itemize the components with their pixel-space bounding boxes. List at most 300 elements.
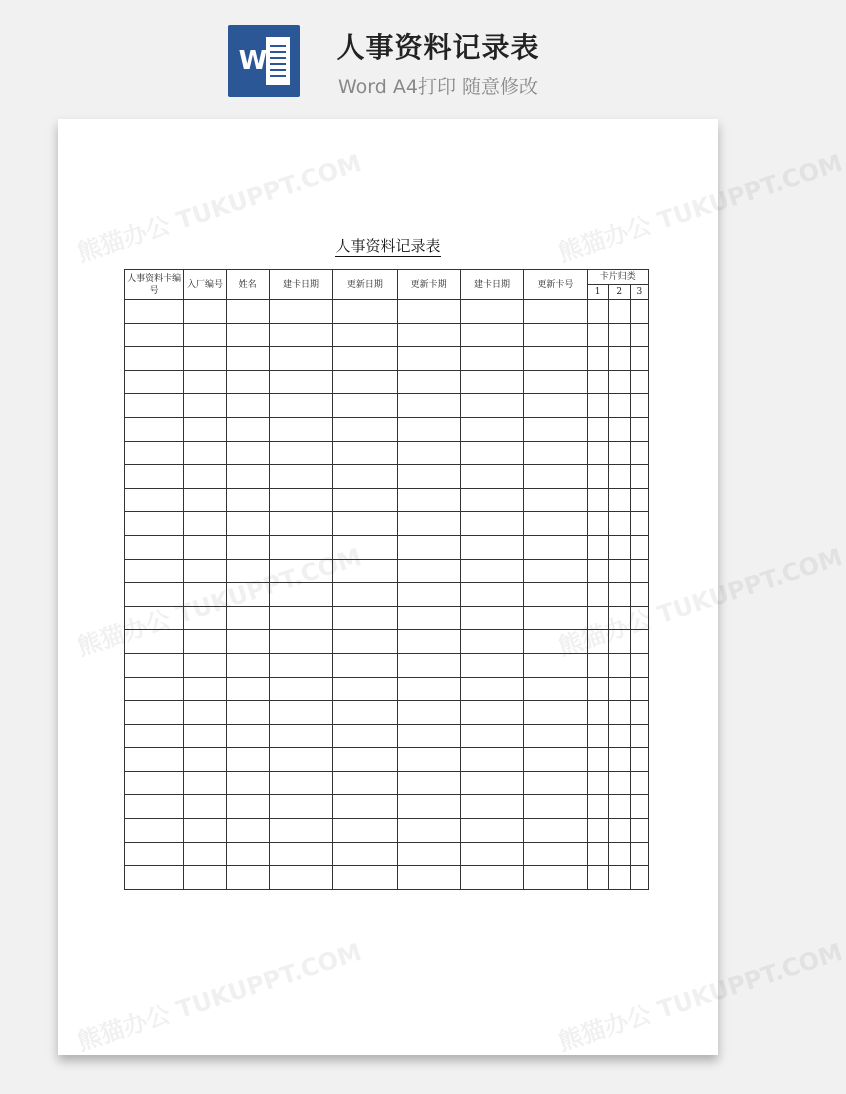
table-cell[interactable] xyxy=(125,465,184,489)
table-cell[interactable] xyxy=(608,866,630,890)
table-cell[interactable] xyxy=(333,370,397,394)
table-cell[interactable] xyxy=(460,394,523,418)
table-cell[interactable] xyxy=(608,559,630,583)
table-cell[interactable] xyxy=(587,465,608,489)
table-cell[interactable] xyxy=(524,300,587,324)
table-cell[interactable] xyxy=(226,630,269,654)
table-cell[interactable] xyxy=(333,653,397,677)
table-cell[interactable] xyxy=(125,535,184,559)
table-cell[interactable] xyxy=(630,394,648,418)
table-cell[interactable] xyxy=(608,370,630,394)
table-cell[interactable] xyxy=(460,724,523,748)
table-cell[interactable] xyxy=(333,748,397,772)
table-cell[interactable] xyxy=(608,724,630,748)
table-cell[interactable] xyxy=(184,559,226,583)
table-cell[interactable] xyxy=(630,630,648,654)
table-cell[interactable] xyxy=(125,417,184,441)
table-cell[interactable] xyxy=(269,323,332,347)
table-cell[interactable] xyxy=(125,701,184,725)
table-cell[interactable] xyxy=(630,535,648,559)
column-header: 建卡日期 xyxy=(269,270,332,300)
document-title-text: 人事资料记录表 xyxy=(335,237,441,255)
watermark: 熊猫办公 TUKUPPT.COM xyxy=(73,937,365,1057)
table-cell[interactable] xyxy=(630,866,648,890)
table-cell[interactable] xyxy=(587,819,608,843)
table-cell[interactable] xyxy=(460,300,523,324)
table-cell[interactable] xyxy=(587,323,608,347)
table-cell[interactable] xyxy=(608,323,630,347)
table-cell[interactable] xyxy=(226,465,269,489)
table-cell[interactable] xyxy=(630,488,648,512)
table-cell[interactable] xyxy=(608,677,630,701)
table-cell[interactable] xyxy=(460,653,523,677)
table-cell[interactable] xyxy=(226,701,269,725)
table-cell[interactable] xyxy=(587,748,608,772)
column-header: 更新卡期 xyxy=(397,270,460,300)
template-title: 人事资料记录表 xyxy=(336,31,540,64)
table-cell[interactable] xyxy=(333,417,397,441)
table-cell[interactable] xyxy=(460,323,523,347)
table-cell[interactable] xyxy=(608,630,630,654)
table-cell[interactable] xyxy=(587,347,608,371)
table-cell[interactable] xyxy=(608,653,630,677)
table-cell[interactable] xyxy=(460,512,523,536)
table-cell[interactable] xyxy=(226,606,269,630)
table-cell[interactable] xyxy=(269,866,332,890)
table-cell[interactable] xyxy=(269,606,332,630)
table-cell[interactable] xyxy=(524,512,587,536)
table-cell[interactable] xyxy=(524,323,587,347)
table-cell[interactable] xyxy=(630,677,648,701)
table-cell[interactable] xyxy=(460,347,523,371)
table-row xyxy=(125,653,649,677)
table-cell[interactable] xyxy=(587,535,608,559)
table-cell[interactable] xyxy=(608,488,630,512)
table-cell[interactable] xyxy=(226,795,269,819)
table-cell[interactable] xyxy=(397,630,460,654)
table-cell[interactable] xyxy=(587,771,608,795)
table-cell[interactable] xyxy=(460,606,523,630)
table-cell[interactable] xyxy=(269,417,332,441)
table-cell[interactable] xyxy=(397,465,460,489)
table-cell[interactable] xyxy=(397,606,460,630)
table-cell[interactable] xyxy=(587,488,608,512)
table-cell[interactable] xyxy=(269,300,332,324)
table-cell[interactable] xyxy=(630,819,648,843)
table-cell[interactable] xyxy=(460,701,523,725)
table-cell[interactable] xyxy=(587,653,608,677)
table-cell[interactable] xyxy=(333,300,397,324)
table-cell[interactable] xyxy=(333,771,397,795)
table-cell[interactable] xyxy=(524,653,587,677)
table-cell[interactable] xyxy=(333,866,397,890)
column-header: 建卡日期 xyxy=(460,270,523,300)
table-cell[interactable] xyxy=(460,630,523,654)
table-cell[interactable] xyxy=(269,630,332,654)
table-cell[interactable] xyxy=(460,488,523,512)
table-cell[interactable] xyxy=(460,677,523,701)
table-cell[interactable] xyxy=(184,441,226,465)
table-cell[interactable] xyxy=(630,842,648,866)
table-cell[interactable] xyxy=(608,748,630,772)
table-cell[interactable] xyxy=(587,677,608,701)
table-cell[interactable] xyxy=(226,842,269,866)
table-cell[interactable] xyxy=(608,465,630,489)
table-row xyxy=(125,606,649,630)
table-cell[interactable] xyxy=(397,347,460,371)
table-cell[interactable] xyxy=(630,417,648,441)
table-cell[interactable] xyxy=(125,370,184,394)
table-cell[interactable] xyxy=(397,795,460,819)
table-cell[interactable] xyxy=(269,347,332,371)
table-cell[interactable] xyxy=(460,559,523,583)
table-cell[interactable] xyxy=(524,417,587,441)
table-cell[interactable] xyxy=(333,441,397,465)
table-cell[interactable] xyxy=(608,300,630,324)
table-row xyxy=(125,370,649,394)
table-cell[interactable] xyxy=(269,394,332,418)
table-cell[interactable] xyxy=(184,394,226,418)
table-cell[interactable] xyxy=(397,512,460,536)
table-cell[interactable] xyxy=(460,370,523,394)
table-cell[interactable] xyxy=(226,583,269,607)
table-cell[interactable] xyxy=(397,417,460,441)
table-cell[interactable] xyxy=(269,465,332,489)
table-cell[interactable] xyxy=(608,842,630,866)
table-cell[interactable] xyxy=(524,583,587,607)
table-cell[interactable] xyxy=(184,819,226,843)
table-row xyxy=(125,630,649,654)
table-cell[interactable] xyxy=(184,465,226,489)
table-cell[interactable] xyxy=(630,347,648,371)
table-cell[interactable] xyxy=(397,842,460,866)
table-cell[interactable] xyxy=(460,866,523,890)
table-cell[interactable] xyxy=(269,677,332,701)
table-cell[interactable] xyxy=(587,583,608,607)
table-cell[interactable] xyxy=(524,866,587,890)
table-cell[interactable] xyxy=(184,653,226,677)
table-cell[interactable] xyxy=(184,866,226,890)
table-cell[interactable] xyxy=(333,677,397,701)
table-cell[interactable] xyxy=(269,488,332,512)
table-cell[interactable] xyxy=(269,583,332,607)
table-cell[interactable] xyxy=(226,535,269,559)
table-cell[interactable] xyxy=(226,417,269,441)
table-cell[interactable] xyxy=(269,748,332,772)
table-cell[interactable] xyxy=(460,842,523,866)
table-cell[interactable] xyxy=(460,417,523,441)
table-cell[interactable] xyxy=(524,559,587,583)
table-cell[interactable] xyxy=(630,795,648,819)
table-cell[interactable] xyxy=(397,394,460,418)
table-cell[interactable] xyxy=(125,512,184,536)
table-cell[interactable] xyxy=(524,842,587,866)
table-cell[interactable] xyxy=(226,512,269,536)
table-cell[interactable] xyxy=(397,701,460,725)
table-cell[interactable] xyxy=(397,866,460,890)
table-cell[interactable] xyxy=(269,559,332,583)
table-cell[interactable] xyxy=(226,559,269,583)
table-cell[interactable] xyxy=(269,795,332,819)
table-cell[interactable] xyxy=(524,748,587,772)
table-cell[interactable] xyxy=(184,488,226,512)
table-row xyxy=(125,748,649,772)
table-cell[interactable] xyxy=(608,795,630,819)
table-cell[interactable] xyxy=(397,323,460,347)
table-cell[interactable] xyxy=(587,842,608,866)
table-cell[interactable] xyxy=(125,300,184,324)
table-cell[interactable] xyxy=(587,701,608,725)
table-cell[interactable] xyxy=(184,842,226,866)
table-cell[interactable] xyxy=(333,488,397,512)
table-cell[interactable] xyxy=(397,300,460,324)
table-row xyxy=(125,866,649,890)
table-cell[interactable] xyxy=(524,630,587,654)
table-cell[interactable] xyxy=(269,653,332,677)
table-cell[interactable] xyxy=(125,795,184,819)
table-cell[interactable] xyxy=(333,795,397,819)
table-cell[interactable] xyxy=(608,583,630,607)
table-cell[interactable] xyxy=(269,771,332,795)
records-table-body xyxy=(125,300,649,890)
table-cell[interactable] xyxy=(226,819,269,843)
table-cell[interactable] xyxy=(630,370,648,394)
table-cell[interactable] xyxy=(125,394,184,418)
table-cell[interactable] xyxy=(608,394,630,418)
table-cell[interactable] xyxy=(226,488,269,512)
table-cell[interactable] xyxy=(524,370,587,394)
table-cell[interactable] xyxy=(184,417,226,441)
table-cell[interactable] xyxy=(226,347,269,371)
table-cell[interactable] xyxy=(587,300,608,324)
table-cell[interactable] xyxy=(184,535,226,559)
table-cell[interactable] xyxy=(630,559,648,583)
table-cell[interactable] xyxy=(608,819,630,843)
table-cell[interactable] xyxy=(608,535,630,559)
table-cell[interactable] xyxy=(333,630,397,654)
table-cell[interactable] xyxy=(125,347,184,371)
table-cell[interactable] xyxy=(460,535,523,559)
table-cell[interactable] xyxy=(630,300,648,324)
table-cell[interactable] xyxy=(333,583,397,607)
table-cell[interactable] xyxy=(630,724,648,748)
table-cell[interactable] xyxy=(397,441,460,465)
table-cell[interactable] xyxy=(608,441,630,465)
table-cell[interactable] xyxy=(184,748,226,772)
table-cell[interactable] xyxy=(333,559,397,583)
table-cell[interactable] xyxy=(397,724,460,748)
table-cell[interactable] xyxy=(608,512,630,536)
table-cell[interactable] xyxy=(397,677,460,701)
table-cell[interactable] xyxy=(184,583,226,607)
table-cell[interactable] xyxy=(608,771,630,795)
table-cell[interactable] xyxy=(630,771,648,795)
table-cell[interactable] xyxy=(125,677,184,701)
table-row xyxy=(125,512,649,536)
table-cell[interactable] xyxy=(524,535,587,559)
table-cell[interactable] xyxy=(269,819,332,843)
table-cell[interactable] xyxy=(269,701,332,725)
table-cell[interactable] xyxy=(125,748,184,772)
table-cell[interactable] xyxy=(460,819,523,843)
table-cell[interactable] xyxy=(184,370,226,394)
table-cell[interactable] xyxy=(125,559,184,583)
table-cell[interactable] xyxy=(460,771,523,795)
table-cell[interactable] xyxy=(226,866,269,890)
table-cell[interactable] xyxy=(587,370,608,394)
table-cell[interactable] xyxy=(524,819,587,843)
table-cell[interactable] xyxy=(630,583,648,607)
table-cell[interactable] xyxy=(460,441,523,465)
table-cell[interactable] xyxy=(226,771,269,795)
document-page xyxy=(58,119,846,1057)
table-row xyxy=(125,394,649,418)
column-header-card-category: 卡片归类 xyxy=(587,270,648,285)
table-cell[interactable] xyxy=(397,653,460,677)
table-cell[interactable] xyxy=(226,323,269,347)
table-cell[interactable] xyxy=(587,724,608,748)
table-cell[interactable] xyxy=(630,441,648,465)
table-cell[interactable] xyxy=(333,724,397,748)
table-cell[interactable] xyxy=(125,819,184,843)
table-cell[interactable] xyxy=(269,724,332,748)
table-cell[interactable] xyxy=(184,323,226,347)
table-cell[interactable] xyxy=(125,866,184,890)
table-cell[interactable] xyxy=(587,606,608,630)
table-cell[interactable] xyxy=(397,819,460,843)
table-cell[interactable] xyxy=(125,488,184,512)
table-cell[interactable] xyxy=(587,866,608,890)
table-cell[interactable] xyxy=(397,535,460,559)
table-cell[interactable] xyxy=(524,488,587,512)
table-cell[interactable] xyxy=(460,795,523,819)
table-cell[interactable] xyxy=(125,653,184,677)
table-cell[interactable] xyxy=(226,441,269,465)
table-cell[interactable] xyxy=(226,300,269,324)
table-cell[interactable] xyxy=(397,748,460,772)
table-cell[interactable] xyxy=(587,394,608,418)
table-cell[interactable] xyxy=(333,394,397,418)
table-cell[interactable] xyxy=(184,606,226,630)
table-cell[interactable] xyxy=(184,724,226,748)
table-cell[interactable] xyxy=(184,795,226,819)
table-cell[interactable] xyxy=(630,606,648,630)
table-cell[interactable] xyxy=(397,771,460,795)
table-cell[interactable] xyxy=(524,701,587,725)
table-cell[interactable] xyxy=(630,512,648,536)
table-cell[interactable] xyxy=(630,701,648,725)
table-cell[interactable] xyxy=(184,630,226,654)
table-cell[interactable] xyxy=(226,394,269,418)
table-cell[interactable] xyxy=(397,583,460,607)
table-cell[interactable] xyxy=(226,653,269,677)
table-cell[interactable] xyxy=(269,370,332,394)
table-cell[interactable] xyxy=(269,535,332,559)
table-row xyxy=(125,323,649,347)
table-cell[interactable] xyxy=(587,512,608,536)
table-cell[interactable] xyxy=(587,441,608,465)
table-cell[interactable] xyxy=(524,606,587,630)
table-cell[interactable] xyxy=(226,724,269,748)
table-cell[interactable] xyxy=(125,771,184,795)
table-cell[interactable] xyxy=(269,441,332,465)
table-cell[interactable] xyxy=(125,724,184,748)
table-cell[interactable] xyxy=(184,701,226,725)
table-cell[interactable] xyxy=(125,323,184,347)
table-cell[interactable] xyxy=(524,724,587,748)
table-cell[interactable] xyxy=(608,606,630,630)
table-cell[interactable] xyxy=(333,535,397,559)
table-cell[interactable] xyxy=(184,512,226,536)
table-cell[interactable] xyxy=(184,677,226,701)
table-cell[interactable] xyxy=(397,559,460,583)
table-cell[interactable] xyxy=(630,465,648,489)
table-cell[interactable] xyxy=(524,677,587,701)
table-cell[interactable] xyxy=(333,465,397,489)
table-cell[interactable] xyxy=(184,347,226,371)
table-cell[interactable] xyxy=(397,488,460,512)
table-cell[interactable] xyxy=(333,323,397,347)
table-row xyxy=(125,677,649,701)
table-cell[interactable] xyxy=(125,441,184,465)
table-cell[interactable] xyxy=(587,559,608,583)
table-cell[interactable] xyxy=(226,677,269,701)
table-cell[interactable] xyxy=(630,748,648,772)
subcolumn-header: 3 xyxy=(630,285,648,300)
table-cell[interactable] xyxy=(460,748,523,772)
table-cell[interactable] xyxy=(333,819,397,843)
watermark: 熊猫办公 TUKUPPT.COM xyxy=(73,148,365,268)
table-cell[interactable] xyxy=(524,465,587,489)
table-cell[interactable] xyxy=(524,347,587,371)
table-cell[interactable] xyxy=(333,347,397,371)
template-subtitle: Word A4打印 随意修改 xyxy=(337,76,538,98)
table-cell[interactable] xyxy=(269,842,332,866)
table-cell[interactable] xyxy=(226,370,269,394)
table-cell[interactable] xyxy=(608,417,630,441)
table-cell[interactable] xyxy=(524,795,587,819)
table-row xyxy=(125,724,649,748)
word-doc-icon xyxy=(228,25,300,97)
table-cell[interactable] xyxy=(524,771,587,795)
table-cell[interactable] xyxy=(269,512,332,536)
table-cell[interactable] xyxy=(333,842,397,866)
table-cell[interactable] xyxy=(333,701,397,725)
table-cell[interactable] xyxy=(333,606,397,630)
table-cell[interactable] xyxy=(226,748,269,772)
table-cell[interactable] xyxy=(333,512,397,536)
table-cell[interactable] xyxy=(630,323,648,347)
table-cell[interactable] xyxy=(524,394,587,418)
table-cell[interactable] xyxy=(587,630,608,654)
table-cell[interactable] xyxy=(608,701,630,725)
table-cell[interactable] xyxy=(397,370,460,394)
table-cell[interactable] xyxy=(184,300,226,324)
table-cell[interactable] xyxy=(587,417,608,441)
table-cell[interactable] xyxy=(125,630,184,654)
table-cell[interactable] xyxy=(630,653,648,677)
table-cell[interactable] xyxy=(524,441,587,465)
table-cell[interactable] xyxy=(125,583,184,607)
table-cell[interactable] xyxy=(460,583,523,607)
table-cell[interactable] xyxy=(125,842,184,866)
table-cell[interactable] xyxy=(460,465,523,489)
table-cell[interactable] xyxy=(184,771,226,795)
table-cell[interactable] xyxy=(125,606,184,630)
table-cell[interactable] xyxy=(587,795,608,819)
table-cell[interactable] xyxy=(608,347,630,371)
table-row xyxy=(125,441,649,465)
